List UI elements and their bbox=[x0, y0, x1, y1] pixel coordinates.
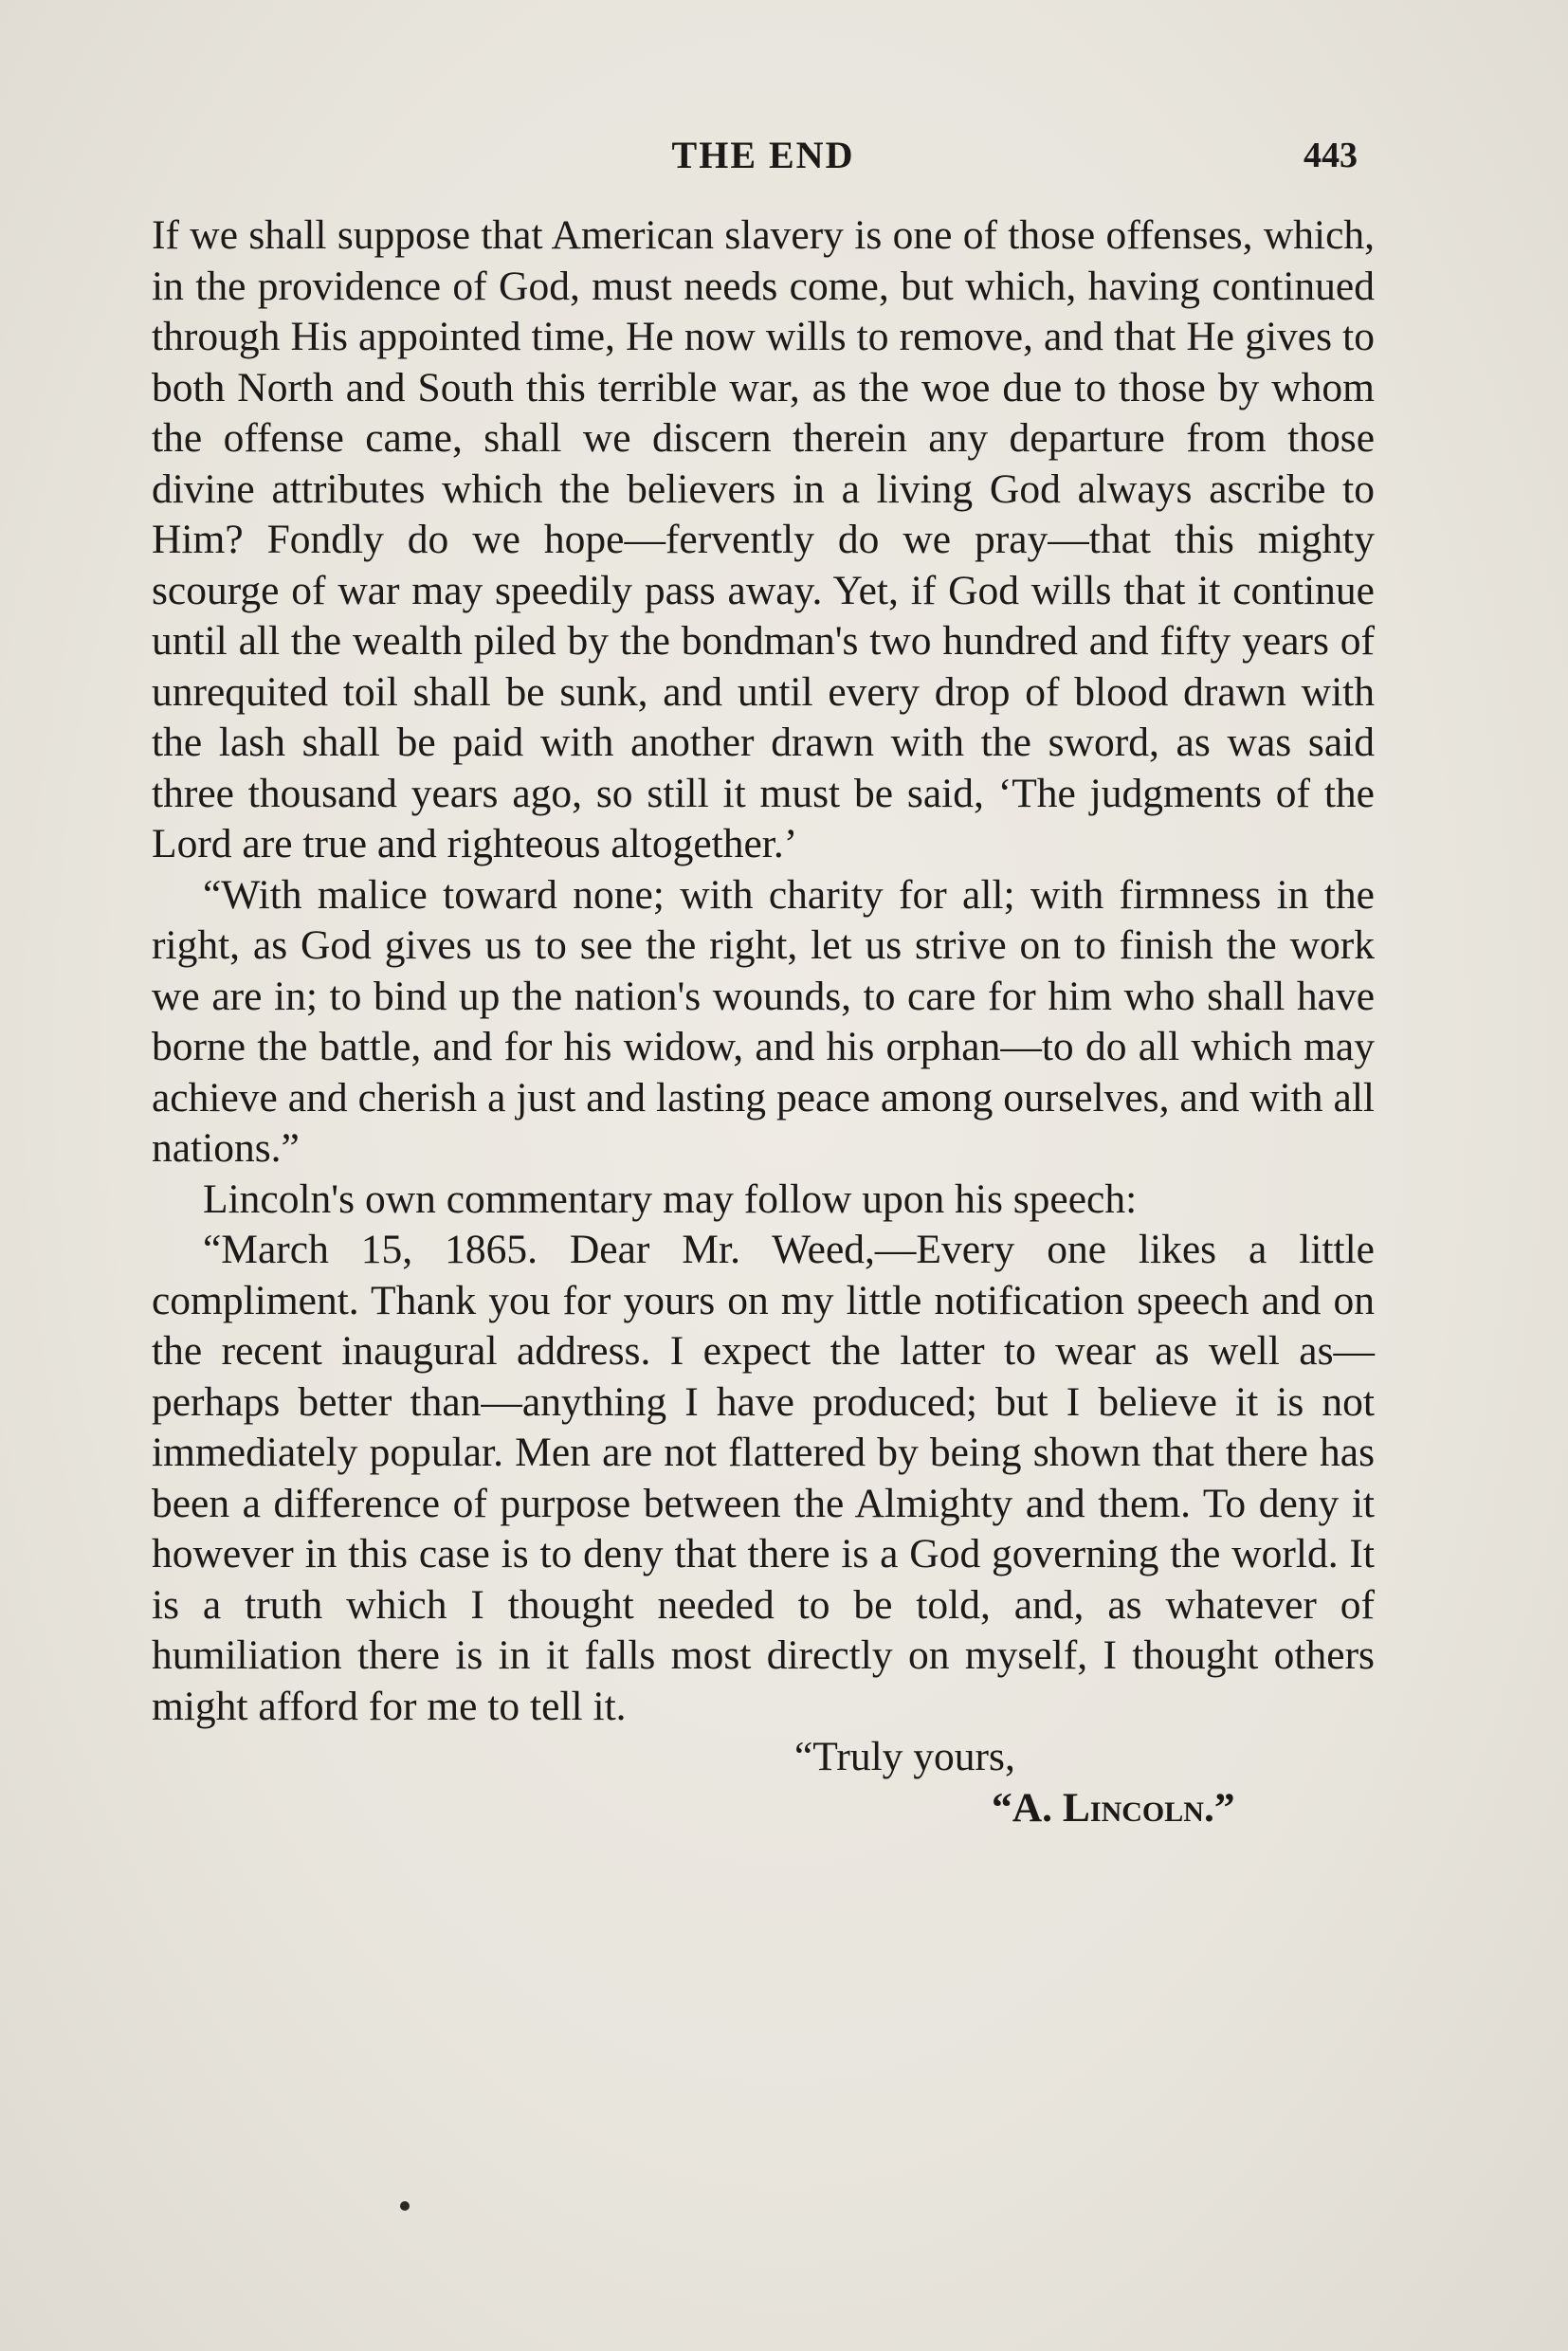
letter-signature: “A. Lincoln.” bbox=[992, 1784, 1235, 1831]
body-text bbox=[152, 210, 1375, 1833]
page-number: 443 bbox=[1304, 136, 1358, 175]
paragraph-inaugural-address: If we shall suppose that American slavery is one of those offenses, which, in the providence of God, must needs come, but which, having continued through His appointed time, He now wills to remove, and that He gives to both North and South this terrible war, as the woe due to those by whom the offense came, shall we discern therein any departure from those divine attributes which the believers in a living God always ascribe to Him? Fondly do we hope—fervently do we pray—that this mighty scourge of war may speedily pass away. Yet, if God wills that it continue until all the wealth piled by the bondman's two hundred and fifty years of unrequited toil shall be sunk, and until every drop of blood drawn with the lash shall be paid with another drawn with the sword, as was said three thousand years ago, so still it must be said, ‘The judgments of the Lord are true and righteous altogether.’ bbox=[152, 212, 1375, 866]
ink-speck bbox=[400, 2201, 410, 2211]
paragraph-malice-toward-none: “With malice toward none; with charity for all; with firmness in the right, as God gives us to see the right, let us strive on to finish the work we are in; to bind up the nation's wounds, to care for him who shall have borne the battle, and for his widow, and his orphan—to do all which may achieve and cherish a just and lasting peace among ourselves, and with all nations.” bbox=[152, 871, 1375, 1171]
chapter-title: THE END bbox=[671, 134, 855, 176]
letter-salutation: “Truly yours, bbox=[794, 1734, 1015, 1779]
running-head bbox=[152, 133, 1375, 180]
paragraph-letter-to-weed: “March 15, 1865. Dear Mr. Weed,—Every one likes a little compliment. Thank you for yours on my little notification speech and on the recent inaugural address. I expect the latter to wear as well as—perhaps better than—anything I have produced; but I believe it is not immediately popular. Men are not flattered by being shown that there has been a difference of purpose between the Almighty and them. To deny it however in this case is to deny that there is a God governing the world. It is a truth which I thought needed to be told, and, as whatever of humiliation there is in it falls most directly on myself, I thought others might afford for me to tell it. bbox=[152, 1227, 1375, 1729]
paragraph-commentary-intro: Lincoln's own commentary may follow upon his speech: bbox=[203, 1176, 1138, 1222]
